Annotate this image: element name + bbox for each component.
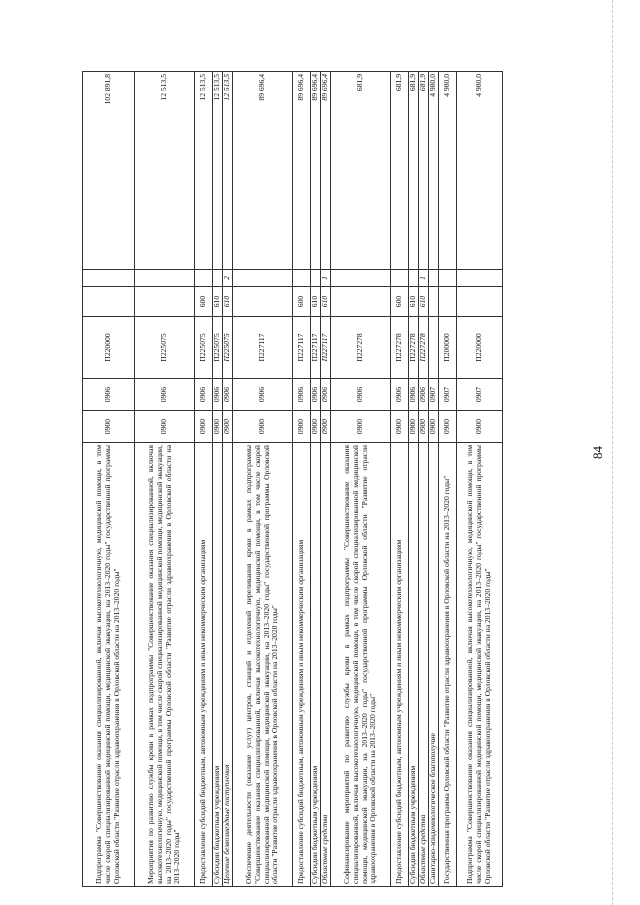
row-name-cell: Предоставление субсидий бюджетным, автономным учреждениям и иным некоммерческим организациям <box>391 443 409 887</box>
section-code-cell: 0906 <box>213 379 223 411</box>
row-name-cell: Субсидии бюджетным учреждениям <box>213 443 223 887</box>
target-article-cell: П227278 <box>331 317 391 379</box>
admin-code-cell: 0900 <box>293 411 311 443</box>
target-article-cell: П227117 <box>311 317 321 379</box>
admin-code-cell: 0900 <box>83 411 135 443</box>
amount-cell: 4 980,0 <box>429 72 439 270</box>
row-name-cell: Областные средства <box>321 443 331 887</box>
row-name-cell: Субсидии бюджетным учреждениям <box>311 443 321 887</box>
row-name-cell: Обеспечение деятельности (оказание услуг) центров, станций и отделений переливания крови в рамках подпрограммы "Совершенствование оказания специализированной, включая высокотехнологичную, медицинской помощи, в том числе скорой специализированной медицинской помощи, медицинской эвакуации, на 2013–2020 годы" государственной программы Орловской области "Развитие отрасли здравоохранения в Орловской области на 2013–2020 годы" <box>233 443 293 887</box>
expense-type-cell: 610 <box>213 287 223 317</box>
target-article-cell: П200000 <box>439 317 457 379</box>
expense-type-cell: 610 <box>311 287 321 317</box>
budget-table <box>82 71 503 887</box>
expense-type-cell <box>429 287 439 317</box>
funding-source-cell: 2 <box>223 270 233 287</box>
row-name-cell: Областные средства <box>419 443 429 887</box>
section-code-cell: 0906 <box>135 379 195 411</box>
target-article-cell: П220000 <box>457 317 503 379</box>
target-article-cell: П220000 <box>83 317 135 379</box>
section-code-cell: 0906 <box>331 379 391 411</box>
amount-cell: 681,9 <box>419 72 429 270</box>
table-row <box>195 72 213 887</box>
expense-type-cell: 610 <box>321 287 331 317</box>
row-name-cell: Санитарно-эпидемиологическое благополучие <box>429 443 439 887</box>
admin-code-cell: 0900 <box>419 411 429 443</box>
row-name-cell: Мероприятия по развитию службы крови в рамках подпрограммы "Совершенствование оказания специализированной, включая высокотехнологичную, медицинской помощи, в том числе скорой специализированной медицинской помощи, медицинской эвакуации, на 2013–2020 годы" государственной программы Орловской области "Развитие отрасли здравоохранения в Орловской области на 2013–2020 годы" <box>135 443 195 887</box>
target-article-cell: П227278 <box>419 317 429 379</box>
table-row <box>83 72 135 887</box>
funding-source-cell <box>457 270 503 287</box>
section-code-cell: 0907 <box>429 379 439 411</box>
target-article-cell: П227117 <box>293 317 311 379</box>
target-article-cell: П225075 <box>135 317 195 379</box>
table-row <box>213 72 223 887</box>
amount-cell: 89 696,4 <box>311 72 321 270</box>
scan-edge-line <box>612 0 613 905</box>
section-code-cell: 0906 <box>321 379 331 411</box>
section-code-cell: 0906 <box>311 379 321 411</box>
funding-source-cell <box>311 270 321 287</box>
expense-type-cell: 600 <box>195 287 213 317</box>
row-name-cell: Целевые безвозмездные поступления <box>223 443 233 887</box>
amount-cell: 4 980,0 <box>439 72 457 270</box>
section-code-cell: 0906 <box>83 379 135 411</box>
target-article-cell <box>429 317 439 379</box>
funding-source-cell <box>293 270 311 287</box>
funding-source-cell: 1 <box>321 270 331 287</box>
section-code-cell: 0906 <box>409 379 419 411</box>
table-row <box>439 72 457 887</box>
expense-type-cell: 610 <box>409 287 419 317</box>
funding-source-cell <box>331 270 391 287</box>
funding-source-cell <box>391 270 409 287</box>
section-code-cell: 0906 <box>233 379 293 411</box>
funding-source-cell <box>135 270 195 287</box>
expense-type-cell: 610 <box>419 287 429 317</box>
amount-cell: 12 513,5 <box>213 72 223 270</box>
amount-cell: 12 513,5 <box>195 72 213 270</box>
table-row <box>321 72 331 887</box>
row-name-cell: Субсидии бюджетным учреждениям <box>409 443 419 887</box>
table-row <box>311 72 321 887</box>
amount-cell: 89 696,4 <box>293 72 311 270</box>
expense-type-cell <box>83 287 135 317</box>
expense-type-cell <box>233 287 293 317</box>
expense-type-cell <box>331 287 391 317</box>
expense-type-cell: 600 <box>391 287 409 317</box>
page-number: 84 <box>590 446 605 459</box>
amount-cell: 89 696,4 <box>233 72 293 270</box>
amount-cell: 89 696,4 <box>321 72 331 270</box>
admin-code-cell: 0900 <box>135 411 195 443</box>
target-article-cell: П225075 <box>195 317 213 379</box>
admin-code-cell: 0900 <box>409 411 419 443</box>
admin-code-cell: 0900 <box>213 411 223 443</box>
amount-cell: 12 513,5 <box>223 72 233 270</box>
section-code-cell: 0907 <box>457 379 503 411</box>
expense-type-cell: 600 <box>293 287 311 317</box>
admin-code-cell: 0900 <box>223 411 233 443</box>
admin-code-cell: 0900 <box>391 411 409 443</box>
funding-source-cell <box>233 270 293 287</box>
funding-source-cell: 1 <box>419 270 429 287</box>
row-name-cell: Подпрограмма "Совершенствование оказания специализированной, включая высокотехнологичную, медицинской помощи, в том числе скорой специализированной медицинской помощи, медицинской эвакуации, на 2013–2020 годы" государственной программы Орловской области "Развитие отрасли здравоохранения в Орловской области на 2013–2020 годы" <box>83 443 135 887</box>
target-article-cell: П227278 <box>391 317 409 379</box>
admin-code-cell: 0900 <box>195 411 213 443</box>
amount-cell: 681,9 <box>331 72 391 270</box>
amount-cell: 681,9 <box>409 72 419 270</box>
expense-type-cell: 610 <box>223 287 233 317</box>
admin-code-cell: 0900 <box>429 411 439 443</box>
target-article-cell: П227278 <box>409 317 419 379</box>
funding-source-cell <box>195 270 213 287</box>
target-article-cell: П225075 <box>223 317 233 379</box>
table-row <box>419 72 429 887</box>
row-name-cell: Предоставление субсидий бюджетным, автономным учреждениям и иным некоммерческим организациям <box>293 443 311 887</box>
amount-cell: 12 513,5 <box>135 72 195 270</box>
funding-source-cell <box>83 270 135 287</box>
expense-type-cell <box>457 287 503 317</box>
funding-source-cell <box>409 270 419 287</box>
admin-code-cell: 0900 <box>311 411 321 443</box>
target-article-cell: П227117 <box>233 317 293 379</box>
admin-code-cell: 0900 <box>439 411 457 443</box>
section-code-cell: 0906 <box>223 379 233 411</box>
funding-source-cell <box>439 270 457 287</box>
table-row <box>457 72 503 887</box>
amount-cell: 681,9 <box>391 72 409 270</box>
budget-table-body <box>83 72 503 887</box>
row-name-cell: Подпрограмма "Совершенствование оказания специализированной, включая высокотехнологичную, медицинской помощи, в том числе скорой специализированной медицинской помощи, медицинской эвакуации, на 2013–2020 годы" государственной программы Орловской области "Развитие отрасли здравоохранения в Орловской области на 2013–2020 годы" <box>457 443 503 887</box>
admin-code-cell: 0900 <box>331 411 391 443</box>
section-code-cell: 0906 <box>293 379 311 411</box>
section-code-cell: 0906 <box>195 379 213 411</box>
table-row <box>223 72 233 887</box>
table-row <box>409 72 419 887</box>
table-row <box>293 72 311 887</box>
section-code-cell: 0906 <box>391 379 409 411</box>
target-article-cell: П227117 <box>321 317 331 379</box>
amount-cell: 4 980,0 <box>457 72 503 270</box>
section-code-cell: 0907 <box>439 379 457 411</box>
funding-source-cell <box>213 270 223 287</box>
table-row <box>391 72 409 887</box>
admin-code-cell: 0900 <box>233 411 293 443</box>
expense-type-cell <box>135 287 195 317</box>
target-article-cell: П225075 <box>213 317 223 379</box>
funding-source-cell <box>429 270 439 287</box>
row-name-cell: Предоставление субсидий бюджетным, автономным учреждениям и иным некоммерческим организациям <box>195 443 213 887</box>
table-row <box>233 72 293 887</box>
section-code-cell: 0906 <box>419 379 429 411</box>
admin-code-cell: 0900 <box>321 411 331 443</box>
admin-code-cell: 0900 <box>457 411 503 443</box>
table-row <box>331 72 391 887</box>
table-row <box>429 72 439 887</box>
expense-type-cell <box>439 287 457 317</box>
table-row <box>135 72 195 887</box>
amount-cell: 102 891,8 <box>83 72 135 270</box>
row-name-cell: Государственная программа Орловской области "Развитие отрасли здравоохранения в Орловской области на 2013–2020 годы" <box>439 443 457 887</box>
row-name-cell: Софинансирование мероприятий по развитию службы крови в рамках подпрограммы "Совершенствование оказания специализированной, включая высокотехнологичную, медицинской помощи, в том числе скорой специализированной медицинской помощи, медицинской эвакуации, на 2013–2020 годы" государственной программы Орловской области "Развитие отрасли здравоохранения в Орловской области на 2013–2020 годы" <box>331 443 391 887</box>
